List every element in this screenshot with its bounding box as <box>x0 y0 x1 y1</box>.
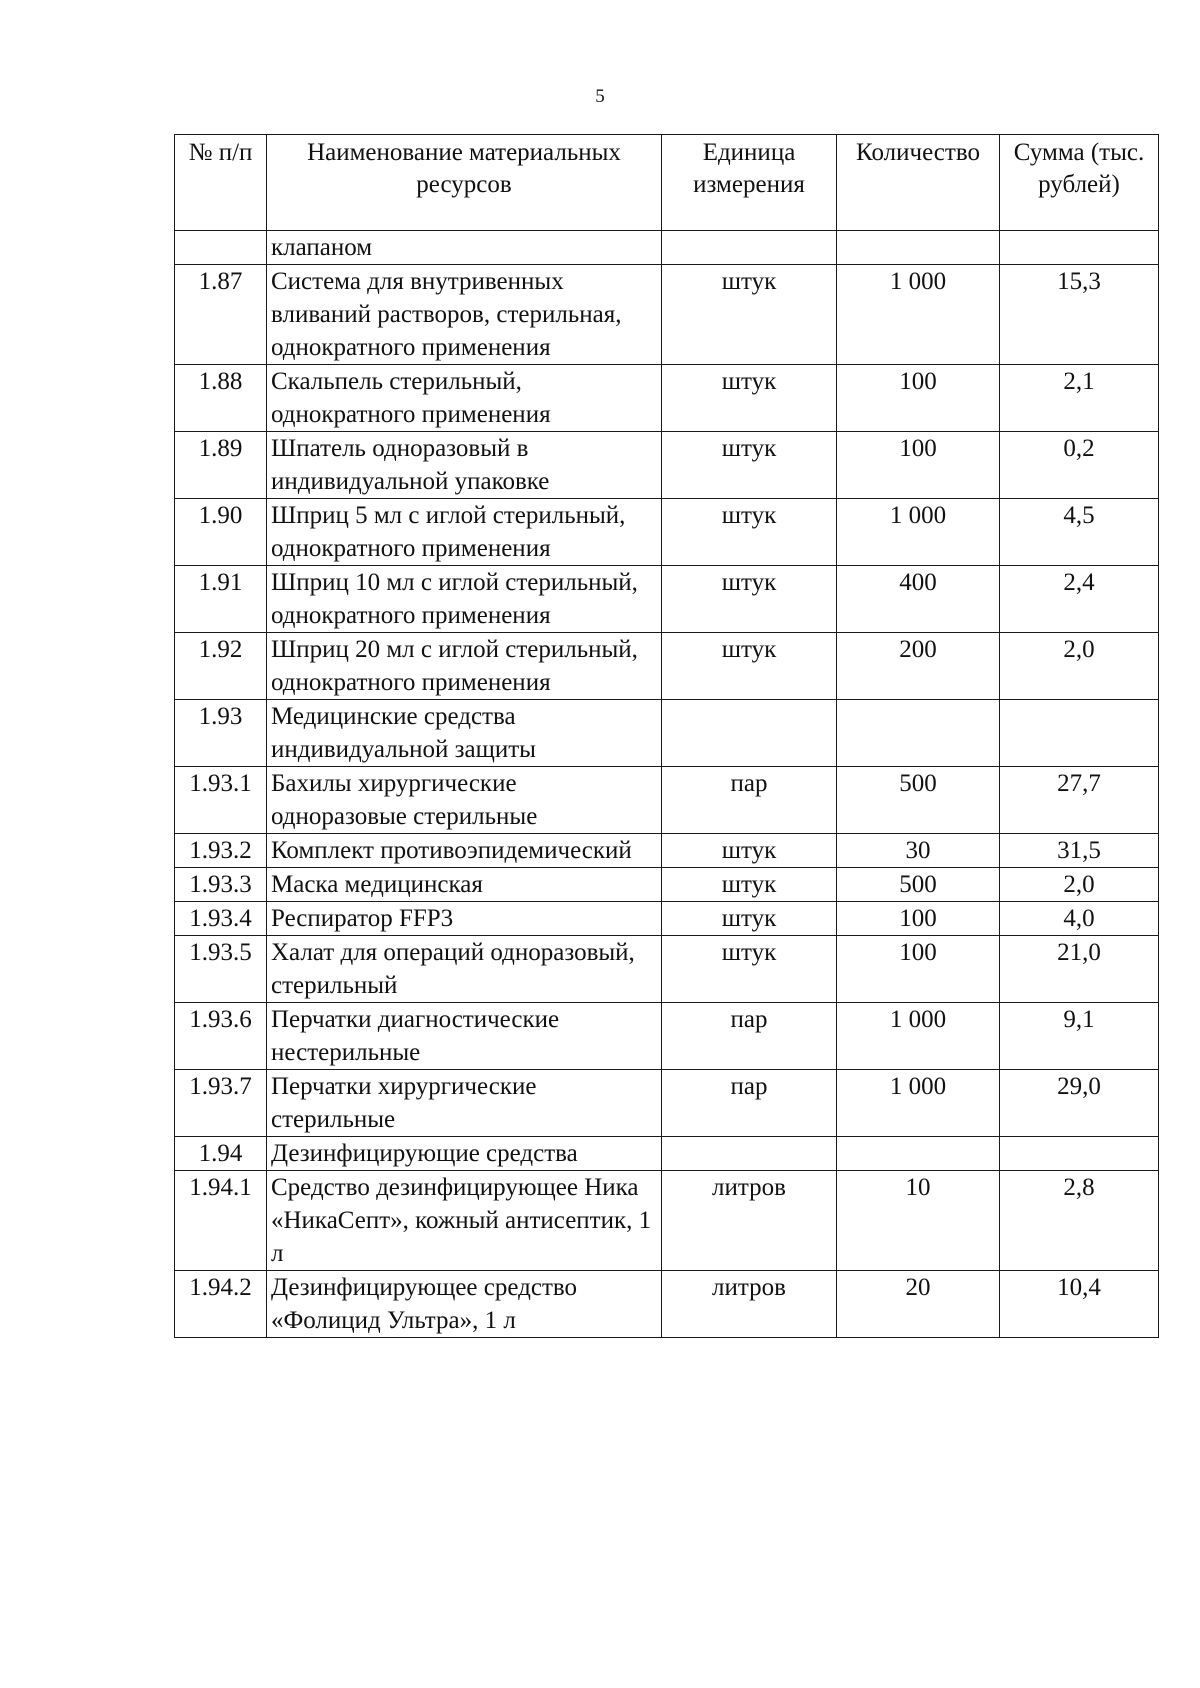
table-row <box>175 1137 1159 1171</box>
row-sum <box>1000 1137 1159 1171</box>
row-sum: 2,1 <box>1000 365 1159 432</box>
row-unit: штук <box>662 834 837 868</box>
row-name: Комплект противоэпидемический <box>267 834 662 868</box>
row-qty: 10 <box>837 1171 1000 1271</box>
row-unit: штук <box>662 566 837 633</box>
page-number: 5 <box>595 86 605 107</box>
row-name: Средство дезинфицирующее Ника «НикаСепт», кожный антисептик, 1 л <box>267 1171 662 1271</box>
row-qty: 500 <box>837 767 1000 834</box>
header-sum: Сумма (тыс. рублей) <box>1000 135 1159 231</box>
table-row <box>175 1271 1159 1338</box>
row-name: Шпатель одноразовый в индивидуальной упаковке <box>267 432 662 499</box>
row-qty: 20 <box>837 1271 1000 1338</box>
row-name: Медицинские средства индивидуальной защиты <box>267 700 662 767</box>
table-row <box>175 265 1159 365</box>
header-unit: Единица измерения <box>662 135 837 231</box>
row-sum: 27,7 <box>1000 767 1159 834</box>
table-row <box>175 499 1159 566</box>
row-unit <box>662 231 837 265</box>
row-qty: 100 <box>837 365 1000 432</box>
row-name: Бахилы хирургические одноразовые стерильные <box>267 767 662 834</box>
table-row <box>175 633 1159 700</box>
table-header-row <box>175 135 1159 231</box>
table-row <box>175 902 1159 936</box>
row-num: 1.89 <box>175 432 267 499</box>
row-qty <box>837 700 1000 767</box>
row-sum: 10,4 <box>1000 1271 1159 1338</box>
table-row <box>175 936 1159 1003</box>
table-row <box>175 566 1159 633</box>
row-sum <box>1000 700 1159 767</box>
row-qty: 100 <box>837 902 1000 936</box>
row-name: Перчатки хирургические стерильные <box>267 1070 662 1137</box>
row-sum <box>1000 231 1159 265</box>
row-sum: 2,0 <box>1000 633 1159 700</box>
header-qty: Количество <box>837 135 1000 231</box>
row-qty: 500 <box>837 868 1000 902</box>
row-qty <box>837 1137 1000 1171</box>
row-qty: 1 000 <box>837 265 1000 365</box>
row-unit: штук <box>662 499 837 566</box>
row-sum: 2,0 <box>1000 868 1159 902</box>
row-name: Халат для операций одноразовый, стерильный <box>267 936 662 1003</box>
row-unit: литров <box>662 1271 837 1338</box>
row-name: Шприц 10 мл с иглой стерильный, однократного применения <box>267 566 662 633</box>
table-row <box>175 1171 1159 1271</box>
table-row <box>175 365 1159 432</box>
row-name: Респиратор FFP3 <box>267 902 662 936</box>
row-unit: штук <box>662 868 837 902</box>
table-row <box>175 834 1159 868</box>
row-name: клапаном <box>267 231 662 265</box>
row-sum: 29,0 <box>1000 1070 1159 1137</box>
row-name: Скальпель стерильный, однократного применения <box>267 365 662 432</box>
row-num: 1.91 <box>175 566 267 633</box>
row-qty: 200 <box>837 633 1000 700</box>
row-unit: пар <box>662 1003 837 1070</box>
row-num: 1.87 <box>175 265 267 365</box>
row-unit: пар <box>662 1070 837 1137</box>
row-num: 1.93 <box>175 700 267 767</box>
row-name: Маска медицинская <box>267 868 662 902</box>
row-num: 1.93.5 <box>175 936 267 1003</box>
materials-table <box>174 134 1159 1338</box>
table-row <box>175 1070 1159 1137</box>
row-num: 1.92 <box>175 633 267 700</box>
row-num <box>175 231 267 265</box>
row-qty: 100 <box>837 432 1000 499</box>
row-name: Система для внутривенных вливаний растворов, стерильная, однократного применения <box>267 265 662 365</box>
row-name: Шприц 5 мл с иглой стерильный, однократного применения <box>267 499 662 566</box>
row-num: 1.90 <box>175 499 267 566</box>
row-num: 1.88 <box>175 365 267 432</box>
row-unit: штук <box>662 365 837 432</box>
row-sum: 4,0 <box>1000 902 1159 936</box>
row-unit: штук <box>662 265 837 365</box>
table-row <box>175 868 1159 902</box>
row-qty: 100 <box>837 936 1000 1003</box>
row-sum: 2,4 <box>1000 566 1159 633</box>
table-row <box>175 700 1159 767</box>
table-row <box>175 767 1159 834</box>
table-row <box>175 1003 1159 1070</box>
row-sum: 4,5 <box>1000 499 1159 566</box>
row-num: 1.93.3 <box>175 868 267 902</box>
row-unit: пар <box>662 767 837 834</box>
row-sum: 21,0 <box>1000 936 1159 1003</box>
row-qty: 1 000 <box>837 1070 1000 1137</box>
row-qty: 30 <box>837 834 1000 868</box>
table-row <box>175 432 1159 499</box>
row-num: 1.93.1 <box>175 767 267 834</box>
row-sum: 0,2 <box>1000 432 1159 499</box>
row-unit <box>662 1137 837 1171</box>
row-name: Перчатки диагностические нестерильные <box>267 1003 662 1070</box>
row-name: Дезинфицирующие средства <box>267 1137 662 1171</box>
row-unit: штук <box>662 432 837 499</box>
row-unit <box>662 700 837 767</box>
header-name: Наименование материальных ресурсов <box>267 135 662 231</box>
row-unit: штук <box>662 633 837 700</box>
row-qty: 1 000 <box>837 1003 1000 1070</box>
row-sum: 2,8 <box>1000 1171 1159 1271</box>
table-row <box>175 231 1159 265</box>
row-name: Шприц 20 мл с иглой стерильный, однократного применения <box>267 633 662 700</box>
row-sum: 9,1 <box>1000 1003 1159 1070</box>
row-num: 1.94.1 <box>175 1171 267 1271</box>
row-sum: 15,3 <box>1000 265 1159 365</box>
row-unit: штук <box>662 902 837 936</box>
row-unit: штук <box>662 936 837 1003</box>
row-num: 1.94.2 <box>175 1271 267 1338</box>
row-num: 1.93.2 <box>175 834 267 868</box>
header-num: № п/п <box>175 135 267 231</box>
row-num: 1.93.6 <box>175 1003 267 1070</box>
row-num: 1.94 <box>175 1137 267 1171</box>
row-unit: литров <box>662 1171 837 1271</box>
row-sum: 31,5 <box>1000 834 1159 868</box>
row-num: 1.93.7 <box>175 1070 267 1137</box>
row-num: 1.93.4 <box>175 902 267 936</box>
row-qty <box>837 231 1000 265</box>
row-name: Дезинфицирующее средство «Фолицид Ультра», 1 л <box>267 1271 662 1338</box>
row-qty: 400 <box>837 566 1000 633</box>
row-qty: 1 000 <box>837 499 1000 566</box>
